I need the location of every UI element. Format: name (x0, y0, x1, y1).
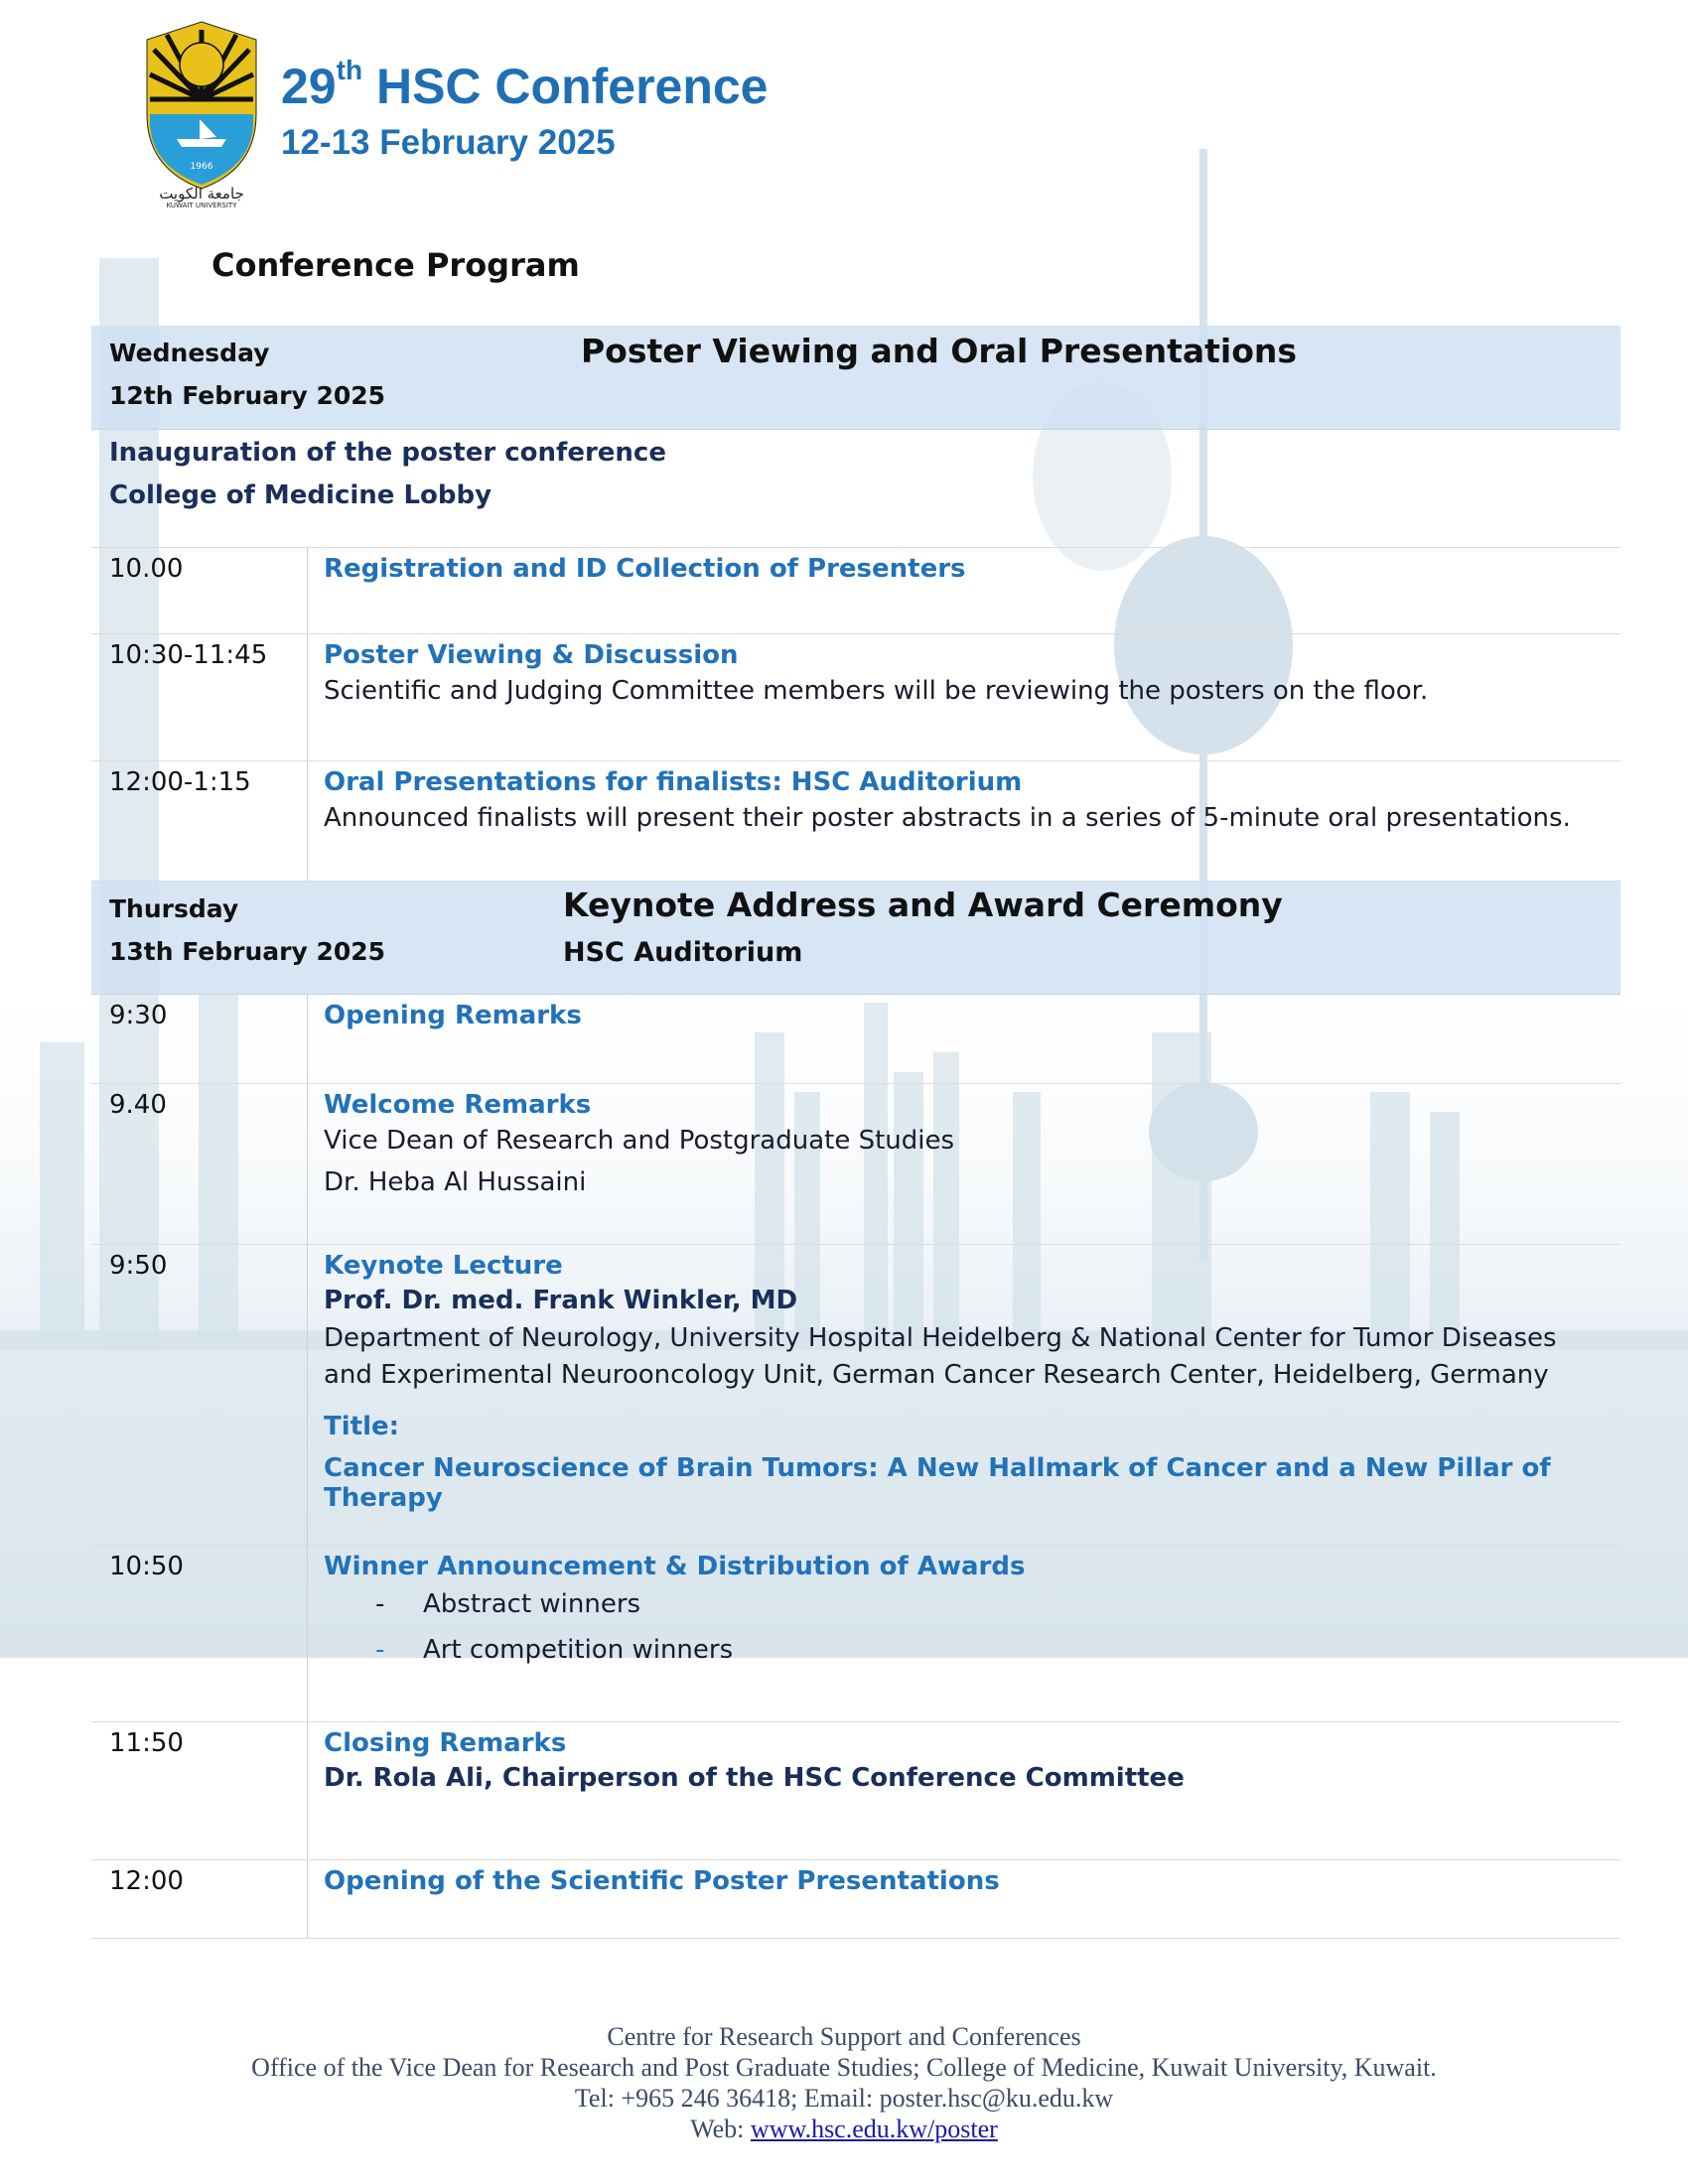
day2-header (91, 882, 1620, 995)
awards-list (324, 1581, 1620, 1673)
logo-arabic-name: جامعة الكويت (159, 185, 244, 203)
table-row (91, 1245, 1620, 1546)
welcome-speaker: Dr. Heba Al Hussaini (324, 1167, 587, 1197)
table-row (91, 1084, 1620, 1245)
day2-date-cell (109, 887, 385, 973)
program-title: Conference Program (211, 246, 580, 284)
row-time: 10.00 (91, 548, 308, 633)
logo-year: 1966 (190, 162, 213, 172)
website-link[interactable]: www.hsc.edu.kw/poster (750, 2115, 998, 2143)
row-time: 10:50 (91, 1546, 308, 1721)
inauguration-location: College of Medicine Lobby (109, 480, 492, 510)
row-title: Oral Presentations for finalists: HSC Auditorium (324, 767, 1023, 797)
keynote-affiliation: Department of Neurology, University Hospital Heidelberg & National Center for Tumor Diseases (324, 1323, 1557, 1353)
footer (0, 2021, 1688, 2144)
row-title: Keynote Lecture (324, 1251, 563, 1281)
row-title: Registration and ID Collection of Presenters (324, 554, 966, 584)
conference-title: 29th HSC Conference (281, 55, 769, 114)
welcome-role: Vice Dean of Research and Postgraduate Studies (324, 1126, 955, 1156)
row-title: Closing Remarks (324, 1728, 567, 1758)
closing-speaker: Dr. Rola Ali, Chairperson of the HSC Conference Committee (324, 1763, 1185, 1793)
footer-web: Web: www.hsc.edu.kw/poster (690, 2115, 998, 2143)
table-row (91, 634, 1620, 761)
footer-centre: Centre for Research Support and Conferences (607, 2022, 1081, 2051)
row-time: 11:50 (91, 1722, 308, 1859)
row-title: Poster Viewing & Discussion (324, 640, 739, 670)
table-row (91, 1546, 1620, 1722)
keynote-title-label: Title: (324, 1412, 400, 1441)
row-title: Welcome Remarks (324, 1090, 592, 1120)
day2-title: Keynote Address and Award Ceremony (563, 886, 1283, 924)
row-time: 10:30-11:45 (91, 634, 308, 760)
keynote-lecture-title: Cancer Neuroscience of Brain Tumors: A New Hallmark of Cancer and a New Pillar of Therapy (324, 1453, 1551, 1513)
day2-venue: HSC Auditorium (563, 937, 803, 968)
row-title: Opening of the Scientific Poster Presentations (324, 1866, 1000, 1896)
day2-date: 13th February 2025 (109, 937, 386, 966)
row-title: Opening Remarks (324, 1001, 582, 1030)
conference-dates: 12-13 February 2025 (281, 123, 616, 162)
row-description: Scientific and Judging Committee members will be reviewing the posters on the floor. (324, 676, 1429, 706)
keynote-affiliation: and Experimental Neurooncology Unit, German Cancer Research Center, Heidelberg, Germany (324, 1360, 1549, 1390)
row-time: 9:30 (91, 995, 308, 1083)
list-item: - Art competition winners (375, 1635, 734, 1665)
day1-date: 12th February 2025 (109, 381, 386, 410)
row-time: 12:00-1:15 (91, 761, 308, 881)
footer-contact: Tel: +965 246 36418; Email: poster.hsc@ku.edu.kw (574, 2084, 1114, 2113)
day1-header (91, 326, 1620, 430)
schedule-table (91, 326, 1620, 1939)
day1-weekday: Wednesday (109, 339, 270, 367)
list-item: - Abstract winners (375, 1589, 641, 1619)
inauguration-text: Inauguration of the poster conference (109, 438, 666, 468)
table-row (91, 761, 1620, 882)
row-description: Announced finalists will present their poster abstracts in a series of 5-minute oral presentations. (324, 803, 1571, 833)
day1-title: Poster Viewing and Oral Presentations (581, 332, 1298, 370)
row-time: 9:50 (91, 1245, 308, 1545)
kuwait-university-logo (142, 20, 261, 208)
row-time: 12:00 (91, 1860, 308, 1938)
logo-english-name: KUWAIT UNIVERSITY (166, 202, 237, 208)
footer-office: Office of the Vice Dean for Research and Post Graduate Studies; College of Medicine, Kuwait University, Kuwait. (251, 2053, 1437, 2082)
day1-date-cell (109, 332, 385, 417)
row-title: Winner Announcement & Distribution of Awards (324, 1552, 1026, 1581)
day2-weekday: Thursday (109, 894, 239, 923)
keynote-speaker: Prof. Dr. med. Frank Winkler, MD (324, 1286, 798, 1315)
table-row (91, 995, 1620, 1084)
table-row (91, 1860, 1620, 1939)
day1-intro (91, 430, 1620, 548)
table-row (91, 1722, 1620, 1860)
row-time: 9.40 (91, 1084, 308, 1244)
table-row (91, 548, 1620, 634)
